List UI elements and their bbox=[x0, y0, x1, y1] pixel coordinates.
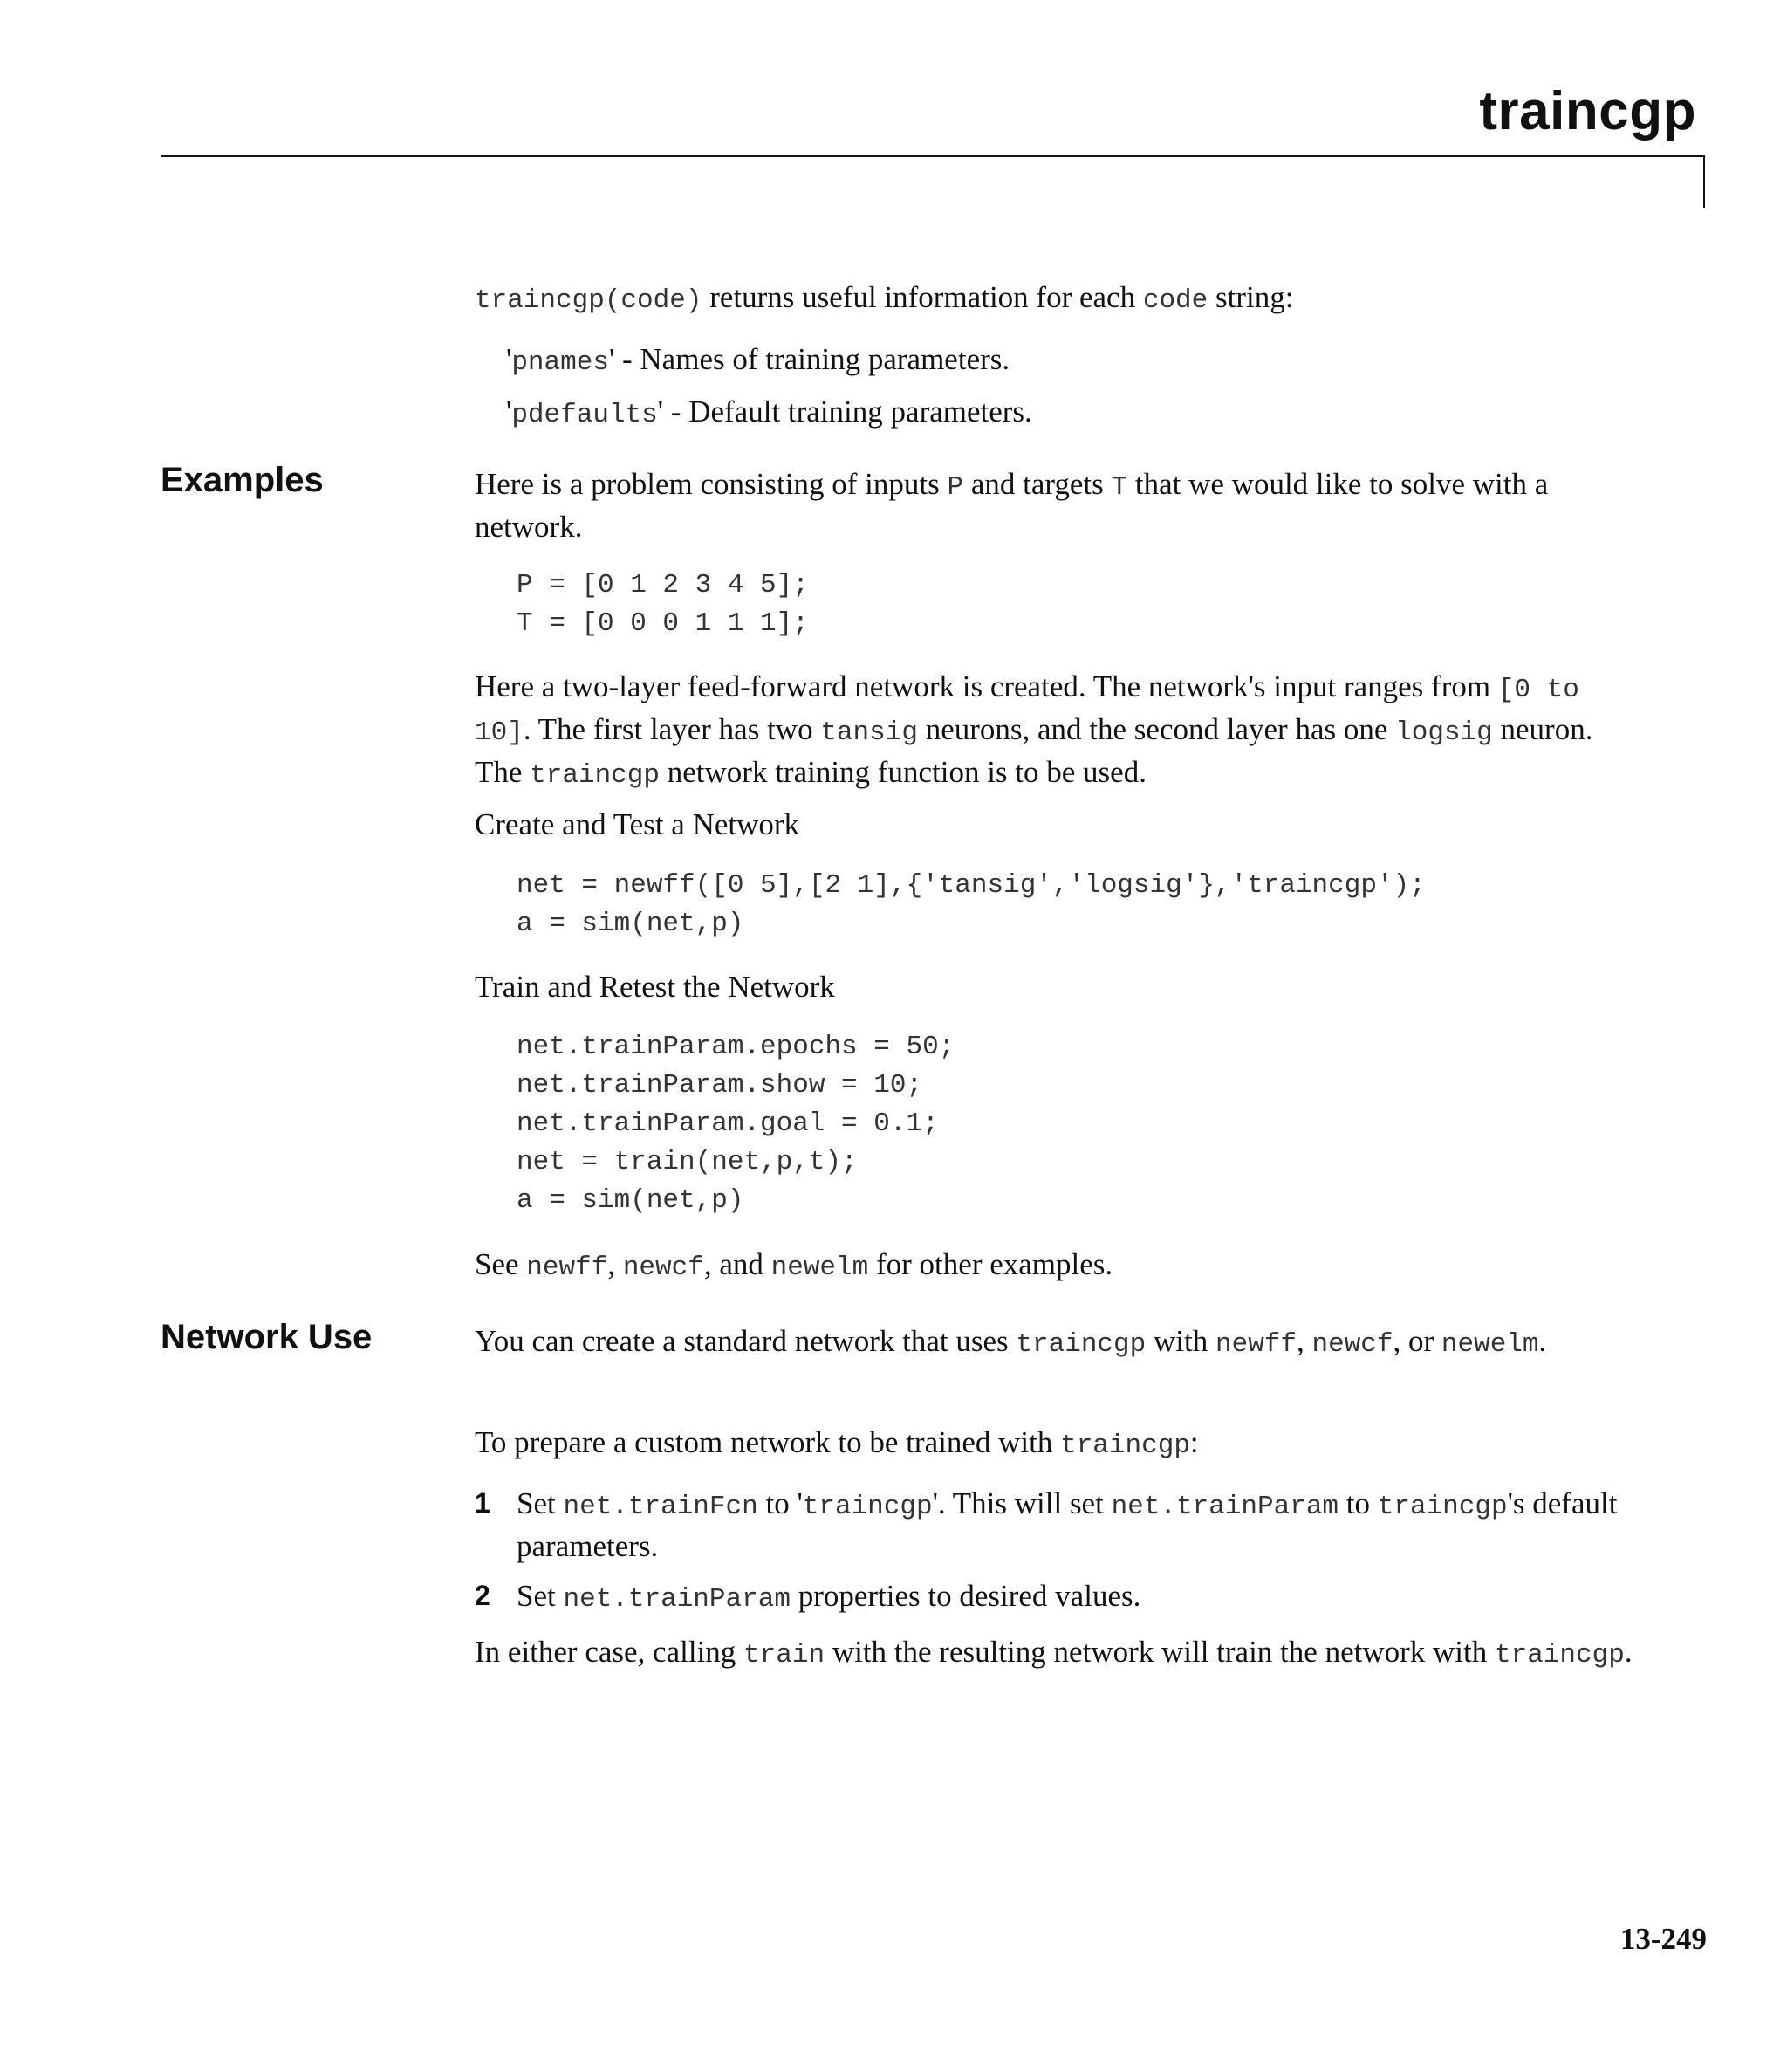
text-run: Set bbox=[517, 1579, 564, 1613]
inline-code: net.trainFcn bbox=[563, 1492, 758, 1522]
inline-code: traincgp bbox=[802, 1492, 933, 1522]
code-block-data: P = [0 1 2 3 4 5]; T = [0 0 0 1 1 1]; bbox=[517, 570, 809, 639]
option-description: - Names of training parameters. bbox=[614, 342, 1010, 376]
intro-paragraph bbox=[475, 278, 1635, 320]
text-run: to ' bbox=[757, 1486, 803, 1520]
text-run: You can create a standard network that uses bbox=[475, 1324, 1017, 1358]
text-run: and targets bbox=[963, 467, 1112, 501]
text-run: returns useful information for each bbox=[702, 280, 1143, 314]
text-run: . bbox=[1624, 1635, 1633, 1669]
text-run: See bbox=[475, 1247, 527, 1281]
network-use-paragraph-1 bbox=[475, 1321, 1635, 1364]
text-run: Here a two-layer feed-forward network is created. The network's input ranges from bbox=[475, 669, 1498, 703]
text-run: , bbox=[607, 1247, 623, 1281]
text-run: , or bbox=[1393, 1324, 1441, 1358]
text-run: In either case, calling bbox=[475, 1635, 744, 1669]
inline-code: T bbox=[1111, 472, 1128, 503]
intro-sentence bbox=[475, 278, 1635, 320]
inline-code: newff bbox=[1215, 1329, 1297, 1360]
text-run: '. This will set bbox=[932, 1486, 1112, 1520]
section-heading-examples: Examples bbox=[161, 461, 324, 499]
option-code: pdefaults bbox=[511, 400, 658, 430]
page-title: traincgp bbox=[1479, 81, 1696, 141]
inline-code: traincgp(code) bbox=[475, 285, 702, 316]
header-tick bbox=[1703, 155, 1705, 208]
steps-list bbox=[475, 1484, 1635, 1629]
inline-code: net.trainParam bbox=[563, 1584, 791, 1615]
text-run: network training function is to be used. bbox=[660, 755, 1147, 789]
code-block-create: net = newff([0 5],[2 1],{'tansig','logsig'},'traincgp'); a = sim(net,p) bbox=[517, 870, 1426, 939]
page-number: 13-249 bbox=[1619, 1922, 1707, 1956]
inline-code: tansig bbox=[820, 717, 918, 748]
text-run: Here is a problem consisting of inputs bbox=[475, 467, 948, 501]
step-number: 1 bbox=[475, 1487, 490, 1519]
subheading-create-test: Create and Test a Network bbox=[475, 807, 800, 841]
network-use-paragraph-2 bbox=[475, 1423, 1635, 1465]
inline-code: P bbox=[947, 472, 964, 503]
text-run: with bbox=[1146, 1324, 1215, 1358]
text-run: neurons, and the second layer has one bbox=[917, 712, 1396, 746]
inline-code: traincgp bbox=[1494, 1640, 1625, 1671]
inline-code: net.trainParam bbox=[1111, 1492, 1339, 1522]
code-block-train: net.trainParam.epochs = 50; net.trainParam.show = 10; net.trainParam.goal = 0.1; net = train(net,p,t); a = sim(net,p) bbox=[517, 1032, 955, 1216]
text-run: to bbox=[1339, 1486, 1378, 1520]
step-number: 2 bbox=[475, 1580, 490, 1611]
text-run: , bbox=[1297, 1324, 1312, 1358]
examples-paragraph-1 bbox=[475, 464, 1635, 546]
code-options-list bbox=[506, 335, 1032, 440]
inline-code: [0 to 10] bbox=[475, 675, 1579, 748]
inline-code: traincgp bbox=[1016, 1329, 1147, 1360]
network-use-paragraph-3 bbox=[475, 1632, 1635, 1675]
inline-code: logsig bbox=[1395, 717, 1493, 748]
text-run: neuron. The bbox=[475, 712, 1593, 789]
header-rule bbox=[161, 155, 1705, 157]
text-run: . bbox=[1538, 1324, 1547, 1358]
text-run: that we would like to solve with a network. bbox=[475, 467, 1549, 544]
text-run: with the resulting network will train the network with bbox=[825, 1635, 1495, 1669]
option-code: pnames bbox=[511, 347, 609, 378]
text-run: Set bbox=[517, 1486, 564, 1520]
option-pdefaults: 'pdefaults' - Default training parameters. bbox=[506, 395, 1032, 430]
inline-code: traincgp bbox=[1060, 1431, 1190, 1461]
text-run: . The first layer has two bbox=[523, 712, 821, 746]
inline-code: train bbox=[743, 1640, 825, 1671]
inline-code: newff bbox=[526, 1252, 608, 1283]
text-run: , and bbox=[703, 1247, 771, 1281]
text-run: string: bbox=[1208, 280, 1294, 314]
text-run: 's default parameters. bbox=[517, 1486, 1618, 1563]
step-item bbox=[475, 1484, 1635, 1566]
inline-code: newcf bbox=[622, 1252, 704, 1283]
inline-code: code bbox=[1142, 285, 1208, 316]
inline-code: newcf bbox=[1311, 1329, 1393, 1360]
inline-code: newelm bbox=[770, 1252, 869, 1283]
examples-paragraph-2 bbox=[475, 667, 1635, 795]
inline-code: newelm bbox=[1441, 1329, 1539, 1360]
text-run: for other examples. bbox=[868, 1247, 1113, 1281]
section-heading-network-use: Network Use bbox=[161, 1318, 373, 1356]
text-run: properties to desired values. bbox=[790, 1579, 1141, 1613]
see-also-paragraph bbox=[475, 1245, 1635, 1287]
text-run: To prepare a custom network to be trained with bbox=[475, 1425, 1061, 1459]
inline-code: traincgp bbox=[1377, 1492, 1508, 1522]
step-item bbox=[475, 1576, 1635, 1619]
option-description: - Default training parameters. bbox=[663, 395, 1032, 429]
option-pnames: 'pnames' - Names of training parameters. bbox=[506, 342, 1010, 378]
subheading-train-retest: Train and Retest the Network bbox=[475, 970, 835, 1004]
inline-code: traincgp bbox=[530, 760, 660, 791]
text-run: : bbox=[1189, 1425, 1199, 1459]
